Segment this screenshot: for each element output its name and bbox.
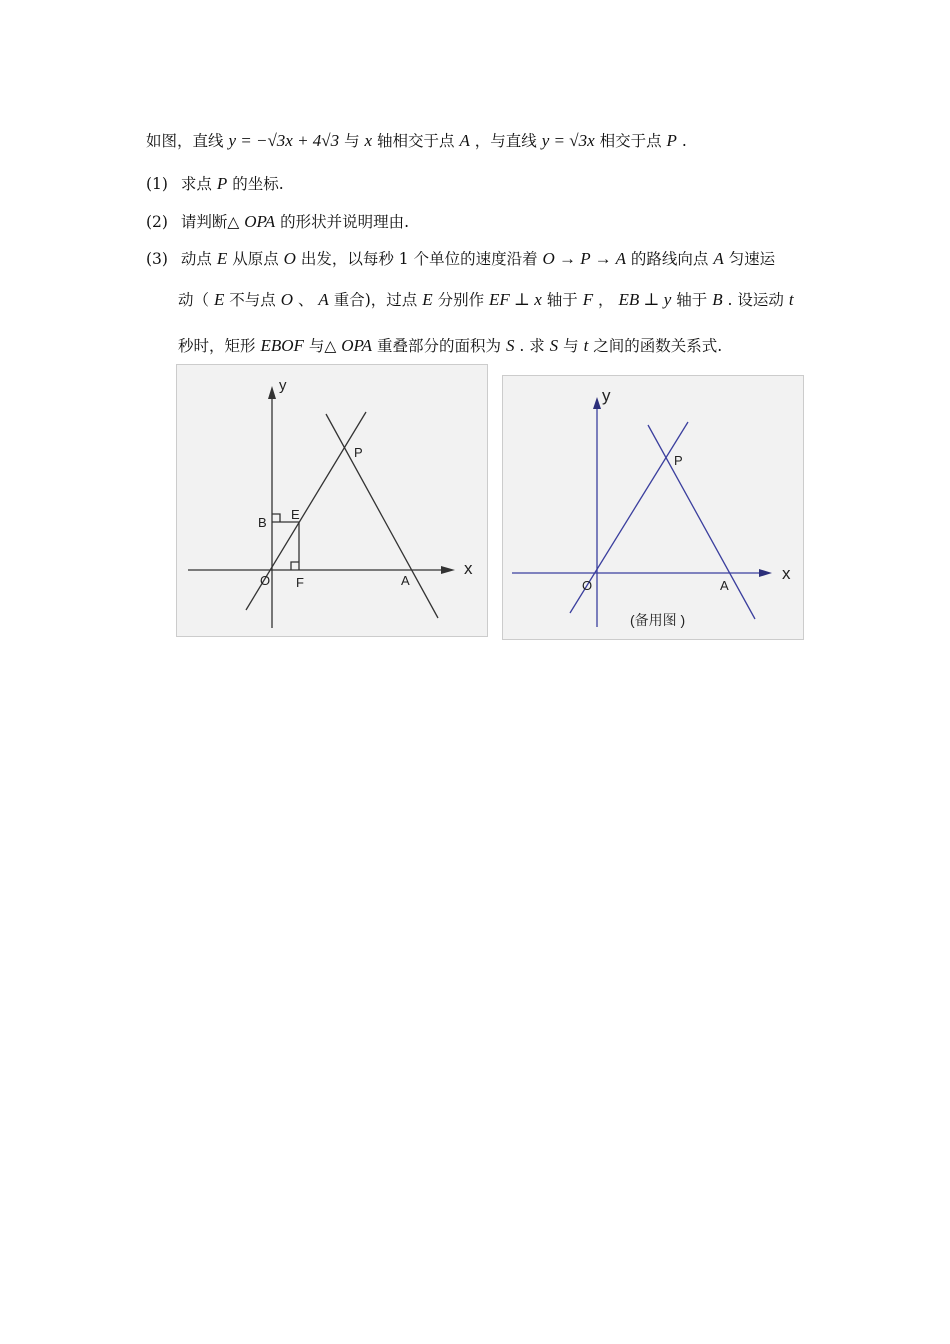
segment-EB: EB ⊥ y [618, 290, 672, 309]
label-x: x [464, 559, 473, 578]
text: 如图，直线 [146, 132, 224, 150]
label-P: P [674, 453, 683, 468]
text: 与 [344, 132, 360, 150]
label-y: y [602, 386, 611, 405]
var-x: x [364, 131, 373, 150]
point-E: E [422, 290, 433, 309]
var-t: t [788, 290, 794, 309]
figure-background [503, 376, 804, 640]
text: 从原点 [232, 250, 279, 268]
text: 的路线向点 [630, 250, 709, 268]
var-t: t [583, 336, 589, 355]
equation-1: y = −√3x + 4√3 [228, 131, 340, 150]
text: 轴相交于点 [377, 132, 455, 150]
question-1 [146, 174, 284, 194]
question-3-line-2 [178, 290, 794, 310]
text: . 设运动 [727, 291, 784, 309]
var-S: S [549, 336, 559, 355]
text: 重叠部分的面积为 [376, 337, 501, 355]
text: 轴于 [676, 291, 708, 309]
label-y: y [279, 377, 287, 394]
text: 请判断△ [180, 213, 240, 231]
point-A: A [713, 249, 724, 268]
question-3-line-1 [146, 249, 775, 269]
point-O: O [280, 290, 294, 309]
point-P: P [216, 174, 228, 193]
problem-intro [146, 131, 687, 151]
question-2 [146, 212, 409, 232]
rectangle-EBOF: EBOF [260, 336, 304, 355]
figure-1-canvas [176, 364, 488, 637]
text: ， [598, 291, 614, 309]
point-A: A [318, 290, 329, 309]
text: 出发，以每秒 1 个单位的速度沿着 [300, 250, 538, 268]
point-E: E [216, 249, 228, 268]
text: 求点 [180, 175, 212, 193]
text: 重合)，过点 [333, 291, 418, 309]
figure-1 [176, 364, 488, 637]
label-O: O [260, 573, 271, 588]
figure-background [177, 365, 488, 637]
label-x: x [782, 564, 791, 583]
text: ，与直线 [474, 132, 537, 150]
label-F: F [296, 575, 304, 590]
text: . [681, 132, 687, 150]
label-O: O [582, 578, 593, 593]
question-number: (3) [146, 250, 168, 268]
text: 动（ [178, 291, 210, 309]
point-O: O [283, 249, 296, 268]
text: 秒时，矩形 [178, 337, 256, 355]
text: 轴于 [546, 291, 578, 309]
text: 的形状并说明理由. [280, 213, 409, 231]
text: 分别作 [437, 291, 485, 309]
segment-EF: EF ⊥ x [489, 290, 542, 309]
question-3-line-3 [178, 336, 722, 356]
var-S: S [505, 336, 515, 355]
triangle-OPA: OPA [244, 212, 276, 231]
label-A: A [720, 578, 729, 593]
figure-caption: (备用图 ) [630, 612, 686, 628]
text: 与△ [308, 337, 337, 355]
text: 的坐标. [232, 175, 284, 193]
text: 与 [563, 337, 579, 355]
label-E: E [291, 507, 300, 522]
question-number: (1) [146, 175, 168, 193]
label-B: B [258, 515, 267, 530]
point-P: P [666, 131, 677, 150]
text: 匀速运 [728, 250, 776, 268]
text: 相交于点 [599, 132, 662, 150]
text: 动点 [180, 250, 212, 268]
point-B: B [712, 290, 723, 309]
label-A: A [401, 573, 410, 588]
figure-2-canvas [502, 375, 804, 640]
equation-2: y = √3x [541, 131, 595, 150]
label-P: P [354, 445, 363, 460]
text: 不与点 [229, 291, 276, 309]
text: 之间的函数关系式. [593, 337, 723, 355]
path-OPA: O → P → A [542, 249, 626, 268]
point-E: E [213, 290, 225, 309]
question-number: (2) [146, 213, 168, 231]
figure-2 [502, 375, 804, 640]
text: . 求 [519, 337, 545, 355]
point-A: A [459, 131, 470, 150]
triangle-OPA: OPA [341, 336, 373, 355]
point-F: F [582, 290, 594, 309]
text: 、 [297, 291, 314, 309]
